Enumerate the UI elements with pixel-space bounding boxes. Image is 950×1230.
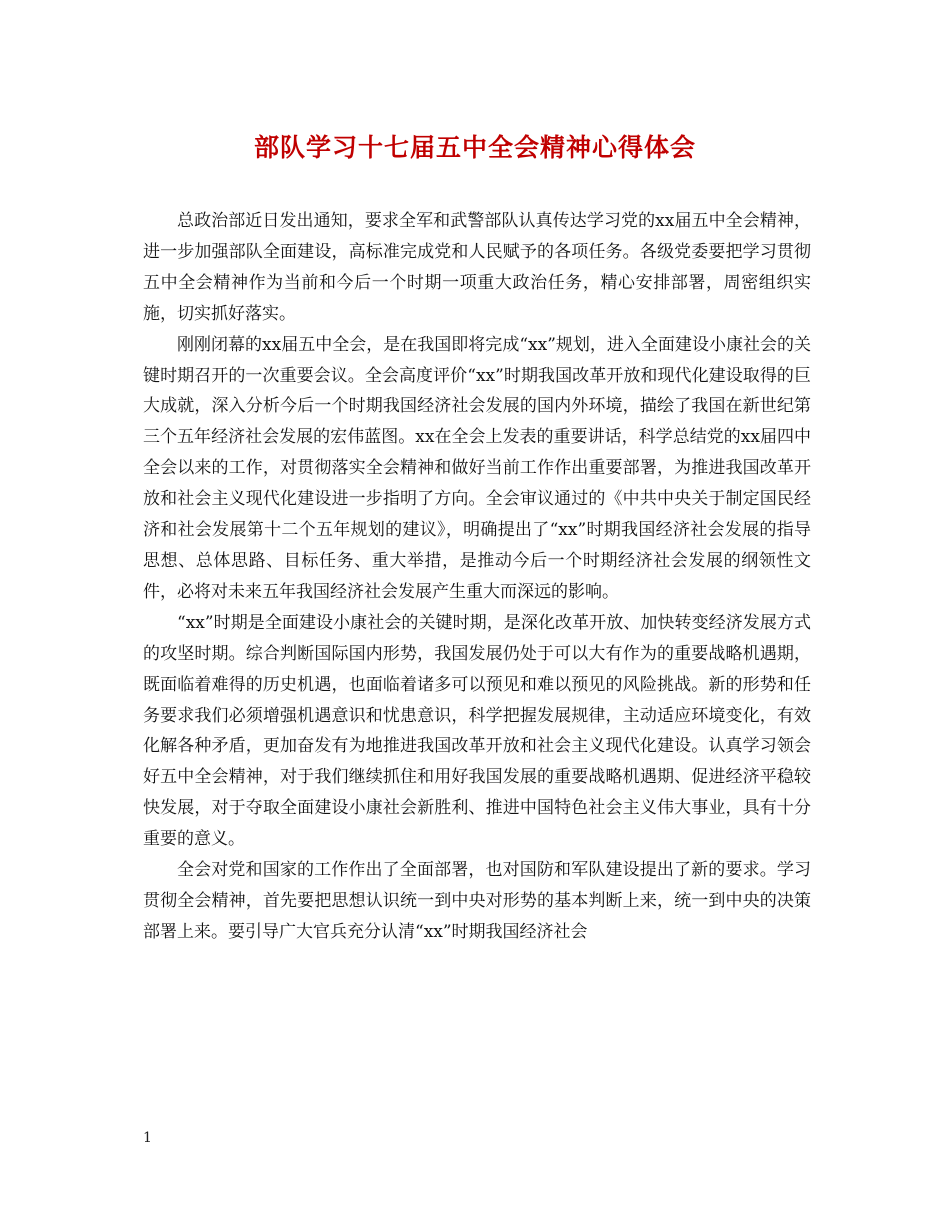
page-number: 1	[143, 1130, 152, 1146]
paragraph-1: 总政治部近日发出通知，要求全军和武警部队认真传达学习党的xx届五中全会精神，进一步加强部队全面建设，高标准完成党和人民赋予的各项任务。各级党委要把学习贯彻五中全会精神作为当前和今后一个时期一项重大政治任务，精心安排部署，周密组织实施，切实抓好落实。	[143, 211, 811, 324]
paragraph-3: “xx”时期是全面建设小康社会的关键时期，是深化改革开放、加快转变经济发展方式的攻坚时期。综合判断国际国内形势，我国发展仍处于可以大有作为的重要战略机遇期，既面临着难得的历史机遇，也面临着诸多可以预见和难以预见的风险挑战。新的形势和任务要求我们必须增强机遇意识和忧患意识，科学把握发展规律，主动适应环境变化，有效化解各种矛盾，更加奋发有为地推进我国改革开放和社会主义现代化建设。认真学习领会好五中全会精神，对于我们继续抓住和用好我国发展的重要战略机遇期、促进经济平稳较快发展，对于夺取全面建设小康社会新胜利、推进中国特色社会主义伟大事业，具有十分重要的意义。	[143, 612, 811, 850]
document-title: 部队学习十七届五中全会精神心得体会	[253, 133, 696, 162]
paragraph-2: 刚刚闭幕的xx届五中全会，是在我国即将完成“xx”规划，进入全面建设小康社会的关键时期召开的一次重要会议。全会高度评价“xx”时期我国改革开放和现代化建设取得的巨大成就，深入分析今后一个时期我国经济社会发展的国内外环境，描绘了我国在新世纪第三个五年经济社会发展的宏伟蓝图。xx在全会上发表的重要讲话，科学总结党的xx届四中全会以来的工作，对贯彻落实全会精神和做好当前工作作出重要部署，为推进我国改革开放和社会主义现代化建设进一步指明了方向。全会审议通过的《中共中央关于制定国民经济和社会发展第十二个五年规划的建议》，明确提出了“xx”时期我国经济社会发展的指导思想、总体思路、目标任务、重大举措，是推动今后一个时期经济社会发展的纲领性文件，必将对未来五年我国经济社会发展产生重大而深远的影响。	[143, 334, 811, 602]
document-body	[143, 206, 811, 948]
paragraph-4: 全会对党和国家的工作作出了全面部署，也对国防和军队建设提出了新的要求。学习贯彻全会精神，首先要把思想认识统一到中央对形势的基本判断上来，统一到中央的决策部署上来。要引导广大官兵充分认清“xx”时期我国经济社会	[143, 860, 811, 942]
